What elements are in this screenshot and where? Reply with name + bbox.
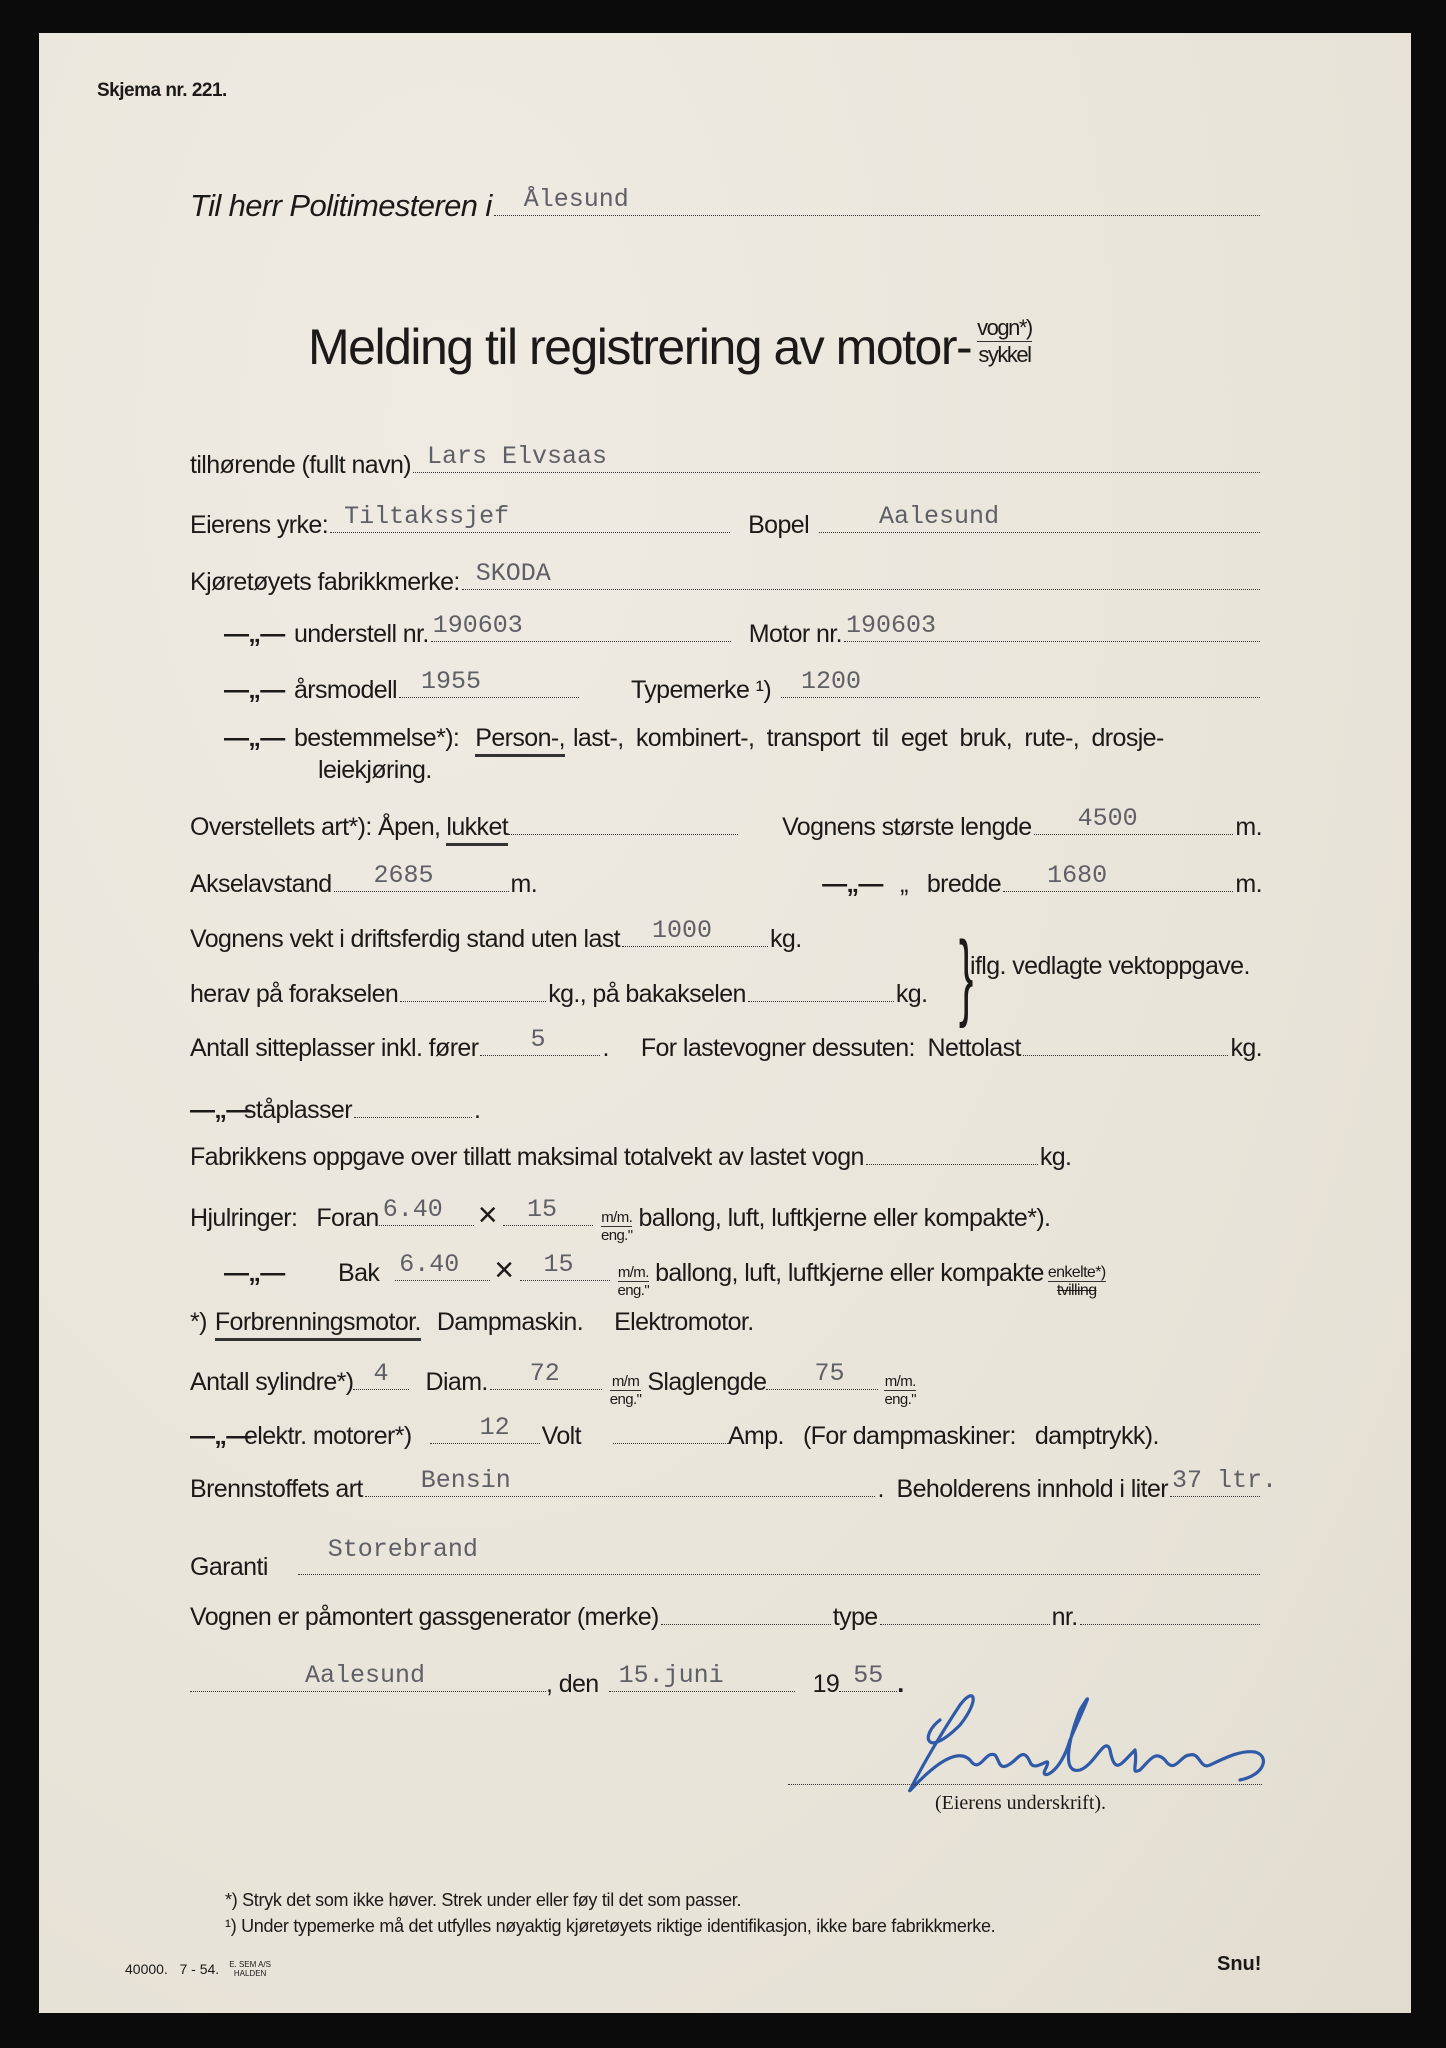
type-label: Typemerke ¹) xyxy=(630,676,772,704)
owner-field[interactable] xyxy=(413,442,1260,473)
weight-row xyxy=(190,916,1262,954)
standing-dot: . xyxy=(473,1096,481,1124)
width-field[interactable] xyxy=(1003,861,1233,892)
title-frac-top: vogn*) xyxy=(977,314,1032,340)
fuel-label: Brennstoffets art xyxy=(190,1475,363,1503)
cylinders-value: 4 xyxy=(373,1359,389,1388)
electric-label: elektr. motorer*) xyxy=(244,1422,412,1450)
unit-top: m/m. xyxy=(617,1264,649,1281)
print-code xyxy=(125,1960,271,1978)
unit-top: m/m. xyxy=(884,1373,916,1390)
width-value: 1680 xyxy=(1047,861,1108,890)
tires-front-width: 6.40 xyxy=(382,1195,443,1224)
unit-top: m/m. xyxy=(601,1209,633,1226)
print-run: 40000. 7 - 54. xyxy=(125,1961,220,1977)
occupation-row xyxy=(190,502,1262,540)
cylinders-label: Antall sylindre*) xyxy=(190,1368,354,1396)
unit-bottom: eng." xyxy=(617,1282,650,1299)
tires-front-diameter: 15 xyxy=(526,1195,557,1224)
title-frac-bottom: sykkel xyxy=(978,341,1031,367)
addressee-row xyxy=(190,185,1262,224)
owner-label: tilhørende (fullt navn) xyxy=(190,451,412,479)
unit-fraction xyxy=(884,1373,916,1408)
unit-bottom: eng." xyxy=(609,1391,642,1408)
stroke-field[interactable] xyxy=(766,1359,878,1390)
motor-type-row xyxy=(190,1308,1262,1341)
wheelbase-unit: m. xyxy=(510,870,538,898)
model-year-field[interactable] xyxy=(399,667,579,698)
year-dot: . xyxy=(897,1670,904,1698)
wheelbase-field[interactable] xyxy=(334,861,509,892)
model-year-label: årsmodell xyxy=(294,676,397,704)
owner-value: Lars Elvsaas xyxy=(427,442,608,471)
weight-label: Vognens vekt i driftsferdig stand uten last xyxy=(190,925,621,953)
owner-signature xyxy=(880,1680,1280,1800)
rear-axle-field[interactable] xyxy=(748,975,894,1002)
rear-axle-unit: kg. xyxy=(895,980,928,1008)
printer-name: E. SEM A/S xyxy=(229,1960,271,1969)
weight-value: 1000 xyxy=(652,916,713,945)
max-weight-field[interactable] xyxy=(866,1138,1038,1165)
residence-label: Bopel xyxy=(748,511,810,539)
unit-bottom: eng." xyxy=(884,1391,916,1408)
engine-value: 190603 xyxy=(846,611,937,640)
printer-mark xyxy=(229,1960,271,1978)
ditto-mark: —„— xyxy=(224,1259,285,1287)
seats-field[interactable] xyxy=(480,1025,600,1056)
tank-field[interactable] xyxy=(1170,1466,1278,1497)
wheelbase-row xyxy=(190,861,1262,899)
occupation-label: Eierens yrke: xyxy=(190,511,329,539)
chassis-value: 190603 xyxy=(432,611,523,640)
weight-note: iflg. vedlagte vektoppgave. xyxy=(970,952,1250,980)
tires-rear-diameter: 15 xyxy=(543,1250,574,1279)
model-year-value: 1955 xyxy=(420,667,481,696)
weight-note-row xyxy=(970,952,1270,981)
model-year-row xyxy=(190,667,1262,705)
year-value: 55 xyxy=(853,1661,884,1690)
electric-row xyxy=(190,1413,1262,1451)
make-row xyxy=(190,559,1262,597)
netload-unit: kg. xyxy=(1230,1034,1262,1062)
chassis-label: understell nr. xyxy=(294,620,429,648)
ditto-mark: —„— xyxy=(190,1096,251,1124)
tires-rear-diameter-field[interactable] xyxy=(520,1250,610,1281)
form-number: Skjema nr. 221. xyxy=(97,80,227,101)
diameter-value: 72 xyxy=(529,1359,560,1388)
tank-label: . Beholderens innhold i liter xyxy=(877,1475,1168,1503)
cylinders-row xyxy=(190,1359,1262,1412)
volt-value: 12 xyxy=(479,1413,510,1442)
occupation-field[interactable] xyxy=(330,502,730,533)
make-field[interactable] xyxy=(462,559,1260,590)
gas-nr-field[interactable] xyxy=(1080,1598,1260,1625)
length-value: 4500 xyxy=(1077,804,1138,833)
tank-value: 37 ltr. xyxy=(1172,1466,1278,1495)
max-weight-unit: kg. xyxy=(1039,1143,1072,1171)
footnote-2: ¹) Under typemerke må det utfylles nøyaktig kjøretøyets riktige identifikasjon, ikke bare fabrikkmerke. xyxy=(225,1916,996,1936)
guarantee-label: Garanti xyxy=(190,1553,268,1581)
tires-rear-label: Bak xyxy=(338,1259,380,1287)
width-unit: m. xyxy=(1235,870,1262,898)
purpose-options: last-, kombinert-, transport til eget bruk, rute-, drosje- xyxy=(572,724,1164,752)
purpose-row-2 xyxy=(318,756,1390,785)
twin-option-struck: tvilling xyxy=(1056,1282,1097,1299)
width-label: „ bredde xyxy=(900,870,1002,898)
tires-front-row xyxy=(190,1196,1262,1248)
title-main: Melding til registrering av motor- xyxy=(308,319,972,375)
single-option: enkelte*) xyxy=(1047,1264,1106,1281)
volt-label: Volt xyxy=(541,1422,581,1450)
place-value: Aalesund xyxy=(305,1661,426,1690)
gas-generator-label: Vognen er påmontert gassgenerator (merke) xyxy=(190,1603,659,1631)
type-field[interactable] xyxy=(781,667,1260,698)
stroke-label: Slaglengde xyxy=(647,1368,767,1396)
unit-fraction xyxy=(618,1264,650,1299)
tires-rear-row xyxy=(190,1251,1262,1303)
guarantee-field[interactable] xyxy=(298,1535,1260,1575)
fuel-field[interactable] xyxy=(365,1466,876,1497)
turn-over-note: Snu! xyxy=(1217,1953,1262,1975)
page-title xyxy=(308,314,1038,376)
type-value: 1200 xyxy=(801,667,862,696)
tires-rear-kind: ballong, luft, luftkjerne eller kompakte xyxy=(655,1259,1044,1287)
purpose-row xyxy=(190,724,1262,757)
guarantee-row xyxy=(190,1535,1262,1582)
guarantee-value: Storebrand xyxy=(327,1535,478,1564)
make-label: Kjøretøyets fabrikkmerke: xyxy=(190,568,460,596)
seats-dot: . xyxy=(602,1034,609,1062)
diameter-field[interactable] xyxy=(490,1359,602,1390)
standing-label: ståplasser xyxy=(244,1096,352,1124)
signature-caption: (Eierens underskrift). xyxy=(935,1792,1107,1814)
ditto-mark: —„— xyxy=(190,1422,251,1450)
ditto-mark: —„— xyxy=(224,620,285,648)
ditto-mark: —„— xyxy=(224,724,285,752)
chassis-row xyxy=(190,611,1262,649)
printer-city: HALDEN xyxy=(233,1969,267,1978)
netload-label: For lastevogner dessuten: Nettolast xyxy=(640,1034,1021,1062)
title-fraction xyxy=(977,315,1032,368)
wheelbase-label: Akselavstand xyxy=(190,870,332,898)
body-row xyxy=(190,804,1262,846)
gas-type-label: type xyxy=(832,1603,878,1631)
signature-line xyxy=(788,1784,1262,1785)
amp-label: Amp. (For dampmaskiner: damptrykk). xyxy=(727,1422,1159,1450)
weight-field[interactable] xyxy=(622,916,768,947)
length-label: Vognens største lengde xyxy=(782,813,1032,841)
gas-generator-row xyxy=(190,1598,1262,1632)
chassis-field[interactable] xyxy=(431,611,731,642)
footnote-1: *) Stryk det som ikke høver. Strek under eller føy til det som passer. xyxy=(225,1890,742,1910)
standing-field[interactable] xyxy=(354,1091,472,1118)
times-sign: × xyxy=(494,1251,514,1289)
motor-type-selected[interactable]: Forbrenningsmotor. xyxy=(215,1308,421,1341)
brace: } xyxy=(958,922,974,1029)
purpose-label: bestemmelse*): xyxy=(294,724,460,752)
date-field[interactable] xyxy=(609,1661,795,1692)
front-axle-label: herav på forakselen xyxy=(190,980,399,1008)
purpose-options-2: leiekjøring. xyxy=(318,756,432,784)
tires-front-label: Hjulringer: Foran xyxy=(190,1204,379,1232)
addressee-field[interactable] xyxy=(494,185,1260,216)
max-weight-row xyxy=(190,1138,1262,1172)
tires-front-width-field[interactable] xyxy=(379,1195,474,1226)
engine-field[interactable] xyxy=(844,611,1260,642)
tires-rear-width-field[interactable] xyxy=(395,1250,490,1281)
length-field[interactable] xyxy=(1034,804,1234,835)
seats-value: 5 xyxy=(530,1025,546,1054)
owner-row xyxy=(190,442,1262,480)
standing-row xyxy=(190,1091,1262,1125)
netload-field[interactable] xyxy=(1023,1029,1229,1056)
seats-row xyxy=(190,1025,1262,1063)
front-axle-field[interactable] xyxy=(400,975,546,1002)
fuel-row xyxy=(190,1466,1278,1504)
ditto-mark: —„— xyxy=(822,870,883,898)
addressee-value: Ålesund xyxy=(523,185,629,214)
engine-label: Motor nr. xyxy=(748,620,842,648)
amp-field[interactable] xyxy=(613,1417,728,1444)
weight-unit: kg. xyxy=(770,925,802,953)
unit-fraction xyxy=(601,1209,633,1244)
occupation-value: Tiltakssjef xyxy=(344,502,510,531)
tires-rear-width: 6.40 xyxy=(399,1250,460,1279)
tires-front-diameter-field[interactable] xyxy=(503,1195,593,1226)
date-value: 15.juni xyxy=(618,1661,724,1690)
motor-type-options: Dampmaskin. Elektromotor. xyxy=(436,1308,754,1336)
cylinders-field[interactable] xyxy=(353,1359,409,1390)
body-selected[interactable]: lukket xyxy=(446,813,508,846)
gas-generator-field[interactable] xyxy=(661,1598,831,1625)
date-label: , den xyxy=(546,1670,599,1698)
unit-bottom: eng." xyxy=(600,1227,633,1244)
make-value: SKODA xyxy=(475,559,551,588)
body-label: Overstellets art*): Åpen, xyxy=(190,813,441,841)
seats-label: Antall sitteplasser inkl. fører xyxy=(190,1034,479,1062)
rear-axle-label: kg., på bakakselen xyxy=(548,980,746,1008)
length-unit: m. xyxy=(1235,813,1262,841)
addressee-label: Til herr Politimesteren i xyxy=(190,188,492,223)
place-field[interactable] xyxy=(190,1661,546,1692)
times-sign: × xyxy=(477,1196,497,1234)
purpose-selected[interactable]: Person-, xyxy=(475,724,565,757)
single-twin-fraction xyxy=(1048,1264,1106,1299)
stroke-value: 75 xyxy=(814,1359,845,1388)
ditto-mark: —„— xyxy=(224,676,285,704)
gas-type-field[interactable] xyxy=(880,1598,1050,1625)
body-field[interactable] xyxy=(508,808,738,835)
year-prefix: 19 xyxy=(812,1670,840,1698)
max-weight-label: Fabrikkens oppgave over tillatt maksimal totalvekt av lastet vogn xyxy=(190,1143,864,1171)
wheelbase-value: 2685 xyxy=(373,861,434,890)
unit-top: m/m xyxy=(610,1373,642,1391)
unit-fraction xyxy=(610,1373,642,1408)
gas-nr-label: nr. xyxy=(1051,1603,1078,1631)
volt-field[interactable] xyxy=(430,1413,540,1444)
tires-front-kind: ballong, luft, luftkjerne eller kompakte*). xyxy=(638,1204,1051,1232)
motor-type-prefix: *) xyxy=(190,1308,207,1336)
diameter-label: Diam. xyxy=(425,1368,488,1396)
residence-value: Aalesund xyxy=(879,502,1000,531)
residence-field[interactable] xyxy=(819,502,1260,533)
fuel-value: Bensin xyxy=(420,1466,511,1495)
